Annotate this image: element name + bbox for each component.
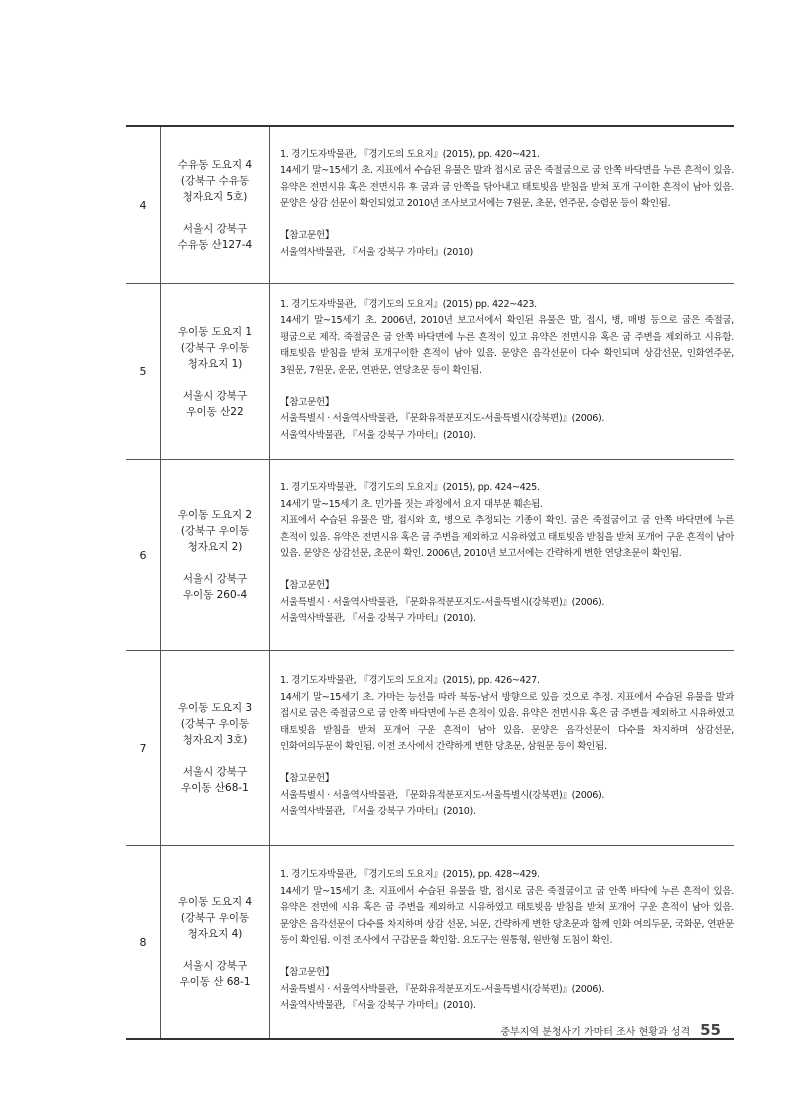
reference-heading: 【참고문헌】 — [280, 773, 335, 785]
site-description — [270, 846, 735, 1040]
site-alias: (강북구 우이동 — [180, 912, 250, 924]
desc-text: 14세기 말~15세기 초. 지표에서 수습된 유물을 발, 접시로 굽은 죽절굽이고 굽 안쪽 바닥에 누른 흔적이 있음. 유약은 전면에 시유 혹은 굽 주변을 제외하고 시유하였고 태토빚음 받침을 받쳐 포개어 구운 흔적이 남아 있음. 문양은 음각선문이 다수를 차지하며 상감 선문, 뇌문, 간략하게 변한 당초문과 함께 인화 여의두문, 국화문, 연판문 등이 확인됨. 이전 조사에서 구갑문을 확인함. 요도구는 원통형, 원반형 도침이 확인. — [280, 885, 734, 946]
site-alias-cont: 청자요지 1) — [187, 357, 243, 370]
site-name: 우이동 도요지 3 — [177, 702, 253, 714]
table-row — [126, 284, 734, 460]
site-name: 우이동 도요지 1 — [177, 325, 253, 338]
desc-source: 1. 경기도자박물관, 『경기도의 도요지』(2015), pp. 428~429. — [280, 869, 540, 881]
reference-heading: 【참고문헌】 — [280, 230, 335, 242]
site-description — [270, 284, 735, 460]
kiln-site-table — [126, 125, 734, 1040]
row-number: 4 — [126, 126, 161, 284]
row-number: 6 — [126, 460, 161, 651]
site-description — [270, 460, 735, 651]
site-address: 수유동 산127-4 — [177, 239, 253, 251]
site-alias-cont: 청자요지 2) — [187, 541, 243, 553]
site-alias-cont: 청자요지 3호) — [182, 734, 248, 746]
reference-item: 서울역사박물관, 『서울 강북구 가마터』(2010). — [280, 1000, 476, 1012]
reference-heading: 【참고문헌】 — [280, 967, 335, 979]
site-name-cell — [161, 460, 270, 651]
site-address: 우이동 산22 — [186, 405, 244, 418]
reference-item: 서울특별시 · 서울역사박물관, 『문화유적분포지도-서울특별시(강북편)』(2006). — [280, 789, 605, 801]
site-name: 우이동 도요지 2 — [177, 509, 253, 521]
site-alias: (강북구 우이동 — [180, 525, 250, 537]
site-name-cell — [161, 126, 270, 284]
page-footer — [500, 1021, 721, 1039]
site-location: 서울시 강북구 — [182, 389, 248, 402]
row-number: 7 — [126, 651, 161, 846]
row-number: 5 — [126, 284, 161, 460]
desc-source: 1. 경기도자박물관, 『경기도의 도요지』(2015), pp. 426~427. — [280, 675, 540, 687]
row-number: 8 — [126, 846, 161, 1040]
site-name-cell — [161, 846, 270, 1040]
site-alias: (강북구 우이동 — [180, 341, 250, 354]
desc-text: 14세기 말~15세기 초. 가마는 능선을 따라 북동-남서 방향으로 있을 것으로 추정. 지표에서 수습된 유물을 발과 접시로 굽은 죽절굽으로 굽 안쪽 바닥면에 누른 흔적이 있음. 유약은 전면시유 혹은 굽 주변을 제외하고 시유하였고 태토빚음 받침을 받쳐 포개어 구운 흔적이 남아 있음. 문양은 음각선문이 다수를 차지하며 상감선문, 인화여의두문이 확인됨. 이전 조사에서 간략하게 변한 당초문, 삼원문 등이 확인됨. — [280, 691, 734, 752]
site-location: 서울시 강북구 — [182, 223, 248, 235]
table-row — [126, 126, 734, 284]
site-alias: (강북구 우이동 — [180, 718, 250, 730]
reference-heading: 【참고문헌】 — [280, 580, 335, 592]
site-name-cell — [161, 651, 270, 846]
site-description — [270, 651, 735, 846]
site-address: 우이동 산68-1 — [181, 782, 249, 794]
site-location: 서울시 강북구 — [182, 766, 248, 778]
running-title: 중부지역 분청사기 가마터 조사 현황과 성격 — [500, 1027, 691, 1038]
table-row — [126, 846, 734, 1040]
site-name: 수유동 도요지 4 — [177, 159, 253, 171]
table-row — [126, 460, 734, 651]
reference-item: 서울역사박물관, 『서울 강북구 가마터』(2010) — [280, 246, 473, 258]
site-name-cell — [161, 284, 270, 460]
desc-source: 1. 경기도자박물관, 『경기도의 도요지』(2015) pp. 422~423. — [280, 298, 537, 310]
desc-text: 14세기 말~15세기 초. 2006년, 2010년 보고서에서 확인된 유물은 발, 접시, 병, 매병 등으로 굽은 죽절굽, 평굽으로 제작. 죽절굽은 굽 안쪽 바닥면에 누른 흔적이 있고 유약은 전면시유 혹은 굽 주변을 제외하고 시유함. 태토빚음 받침을 받쳐 포개구이한 흔적이 남아 있음. 문양은 음각선문이 다수 확인되며 상감선문, 인화연주문, 3원문, 7원문, 운문, 연판문, 연당초문 등이 확인됨. — [280, 315, 734, 376]
site-location: 서울시 강북구 — [182, 573, 248, 585]
reference-item: 서울역사박물관, 『서울 강북구 가마터』(2010). — [280, 613, 476, 625]
site-name: 우이동 도요지 4 — [177, 896, 253, 908]
reference-heading: 【참고문헌】 — [280, 396, 335, 408]
reference-item: 서울역사박물관, 『서울 강북구 가마터』(2010). — [280, 429, 476, 441]
site-location: 서울시 강북구 — [182, 960, 248, 972]
site-description — [270, 126, 735, 284]
reference-item: 서울특별시 · 서울역사박물관, 『문화유적분포지도-서울특별시(강북편)』(2006). — [280, 413, 605, 425]
site-alias-cont: 청자요지 4) — [187, 928, 243, 940]
site-alias-cont: 청자요지 5호) — [182, 191, 248, 203]
reference-item: 서울특별시 · 서울역사박물관, 『문화유적분포지도-서울특별시(강북편)』(2006). — [280, 596, 605, 608]
desc-text: 14세기 말~15세기 초. 지표에서 수습된 유물은 발과 접시로 굽은 죽절굽으로 굽 안쪽 바닥면을 누른 흔적이 있음. 유약은 전면시유 혹은 전면시유 후 굽과 굽 안쪽을 닦아내고 태토빚음 받침을 받쳐 포개 구이한 흔적이 남아 있음. 문양은 상감 선문이 확인되었고 2010년 조사보고서에는 7원문, 초문, 연주문, 승렴문 등이 확인됨. — [280, 165, 734, 209]
desc-source: 1. 경기도자박물관, 『경기도의 도요지』(2015), pp. 424~425. — [280, 482, 540, 494]
desc-text: 14세기 말~15세기 초. 민가를 짓는 과정에서 요지 대부분 훼손됨. — [280, 498, 543, 510]
site-alias: (강북구 수유동 — [180, 175, 250, 187]
desc-text: 지표에서 수습된 유물은 발, 접시와 호, 병으로 추정되는 기종이 확인. 굽은 죽절굽이고 굽 안쪽 바닥면에 누른 흔적이 있음. 유약은 전면시유 혹은 굽 주변을 제외하고 시유하였고 태토빚음 받침을 받쳐 포개어 구운 흔적이 남아 있음. 문양은 상감선문, 초문이 확인. 2006년, 2010년 보고서에는 간략하게 변한 연당초문이 확인됨. — [280, 515, 734, 559]
desc-source: 1. 경기도자박물관, 『경기도의 도요지』(2015), pp. 420~421. — [280, 148, 540, 160]
site-address: 우이동 260-4 — [182, 589, 248, 601]
reference-item: 서울역사박물관, 『서울 강북구 가마터』(2010). — [280, 806, 476, 818]
reference-item: 서울특별시 · 서울역사박물관, 『문화유적분포지도-서울특별시(강북편)』(2006). — [280, 983, 605, 995]
page-number: 55 — [700, 1021, 721, 1039]
table-row — [126, 651, 734, 846]
site-address: 우이동 산 68-1 — [179, 976, 251, 988]
